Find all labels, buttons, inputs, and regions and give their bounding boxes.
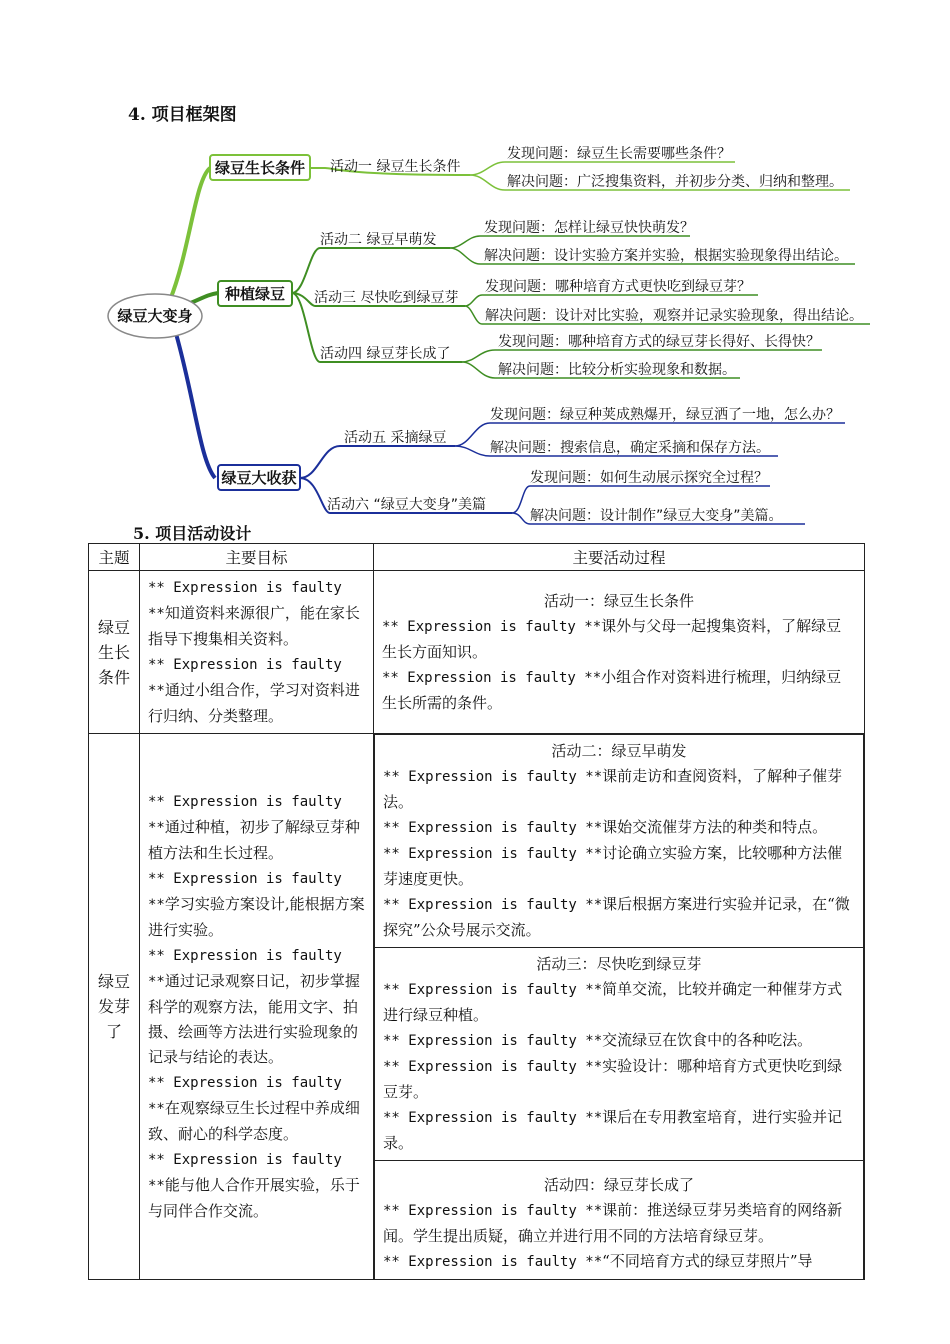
section-4-title: 4. 项目框架图 bbox=[128, 105, 237, 125]
leaf-a6-problem: 发现问题：如何生动展示探究全过程？ bbox=[530, 470, 768, 486]
leaf-a5-problem: 发现问题：绿豆种荚成熟爆开，绿豆洒了一地，怎么办？ bbox=[490, 407, 840, 423]
goal-cell: ** Expression is faulty **通过种植，初步了解绿豆芽种植方法和生长过程。 ** Expression is faulty **学习实验方案设计,能根据方案进行实验。 ** Expression is faulty **通过记录观察日记，初步掌握科学的观察方法，能用文字、拍摄、绘画等方法进行实验现象的记录与结论的表达。 ** Expression is faulty **在观察绿豆生长过程中养成细致、耐心的科学态度。 ** Expression is faulty **能与他人合作开展实验，乐于与同伴合作交流。 bbox=[140, 734, 374, 1280]
leaf-a2-problem: 发现问题：怎样让绿豆快快萌发？ bbox=[484, 220, 694, 236]
branch-label-3: 绿豆大收获 bbox=[221, 469, 297, 487]
activity-block: 活动四：绿豆芽长成了 ** Expression is faulty **课前：推送绿豆芽另类培育的网络新闻。学生提出质疑，确立并进行用不同的方法培育绿豆芽。 ** Expression is faulty **“不同培育方式的绿豆芽照片”导 bbox=[375, 1161, 864, 1280]
leaf-a1-problem: 发现问题：绿豆生长需要哪些条件？ bbox=[507, 146, 731, 162]
process-cell bbox=[374, 734, 865, 1280]
goal-cell: ** Expression is faulty **知道资料来源很广，能在家长指导下搜集相关资料。 ** Expression is faulty **通过小组合作，学习对资料进行归纳、分类整理。 bbox=[140, 571, 374, 734]
activity-title: 活动一：绿豆生长条件 bbox=[543, 591, 694, 610]
activity-block: 活动三：尽快吃到绿豆芽 ** Expression is faulty **简单交流，比较并确定一种催芽方式进行绿豆种植。 ** Expression is faulty **交流绿豆在饮食中的各种吃法。 ** Expression is faulty **实验设计：哪种培育方式更快吃到绿豆芽。 ** Expression is faulty **课后在专用教室培育，进行实验并记录。 bbox=[375, 948, 864, 1161]
header-theme: 主题 bbox=[89, 544, 140, 571]
leaf-a4-solution: 解决问题：比较分析实验现象和数据。 bbox=[498, 362, 736, 378]
leaf-a3-problem: 发现问题：哪种培育方式更快吃到绿豆芽？ bbox=[485, 279, 751, 295]
branch-label-2: 种植绿豆 bbox=[224, 285, 286, 303]
activity-title: 活动二：绿豆早萌发 bbox=[551, 742, 687, 760]
table-row bbox=[89, 734, 865, 1280]
activity-title: 活动三：尽快吃到绿豆芽 bbox=[536, 955, 702, 973]
theme-cell: 绿豆生长条件 bbox=[89, 571, 140, 734]
header-process: 主要活动过程 bbox=[374, 544, 865, 571]
leaf-a1-solution: 解决问题：广泛搜集资料，并初步分类、归纳和整理。 bbox=[507, 174, 843, 190]
activity-block: 活动二：绿豆早萌发 ** Expression is faulty **课前走访和查阅资料，了解种子催芽法。 ** Expression is faulty **课始交流催芽方法的种类和特点。 ** Expression is faulty **讨论确立实验方案，比较哪种方法催芽速度更快。 ** Expression is faulty **课后根据方案进行实验并记录，在“微探究”公众号展示交流。 bbox=[375, 735, 864, 948]
table-row bbox=[89, 571, 865, 734]
theme-cell: 绿豆发芽了 bbox=[89, 734, 140, 1280]
mind-map bbox=[0, 0, 950, 530]
leaf-a6-solution: 解决问题：设计制作”绿豆大变身”美篇。 bbox=[530, 508, 783, 524]
activity-6-label: 活动六 “绿豆大变身”美篇 bbox=[327, 497, 486, 513]
table-header-row bbox=[89, 544, 865, 571]
leaf-a2-solution: 解决问题：设计实验方案并实验，根据实验现象得出结论。 bbox=[484, 248, 848, 264]
activity-3-label: 活动三 尽快吃到绿豆芽 bbox=[314, 290, 459, 306]
activity-4-label: 活动四 绿豆芽长成了 bbox=[320, 346, 451, 362]
section-5-title: 5. 项目活动设计 bbox=[133, 524, 252, 543]
root-label: 绿豆大变身 bbox=[117, 307, 193, 325]
leaf-a4-problem: 发现问题：哪种培育方式的绿豆芽长得好、长得快？ bbox=[498, 334, 820, 350]
activity-5-label: 活动五 采摘绿豆 bbox=[344, 430, 447, 446]
process-cell: 活动一：绿豆生长条件 ** Expression is faulty **课外与父母一起搜集资料，了解绿豆生长方面知识。 ** Expression is faulty **小组合作对资料进行梳理，归纳绿豆生长所需的条件。 bbox=[374, 571, 865, 734]
header-goal: 主要目标 bbox=[140, 544, 374, 571]
leaf-a3-solution: 解决问题：设计对比实验，观察并记录实验现象，得出结论。 bbox=[485, 308, 863, 324]
branch-label-1: 绿豆生长条件 bbox=[214, 159, 306, 177]
activity-1-label: 活动一 绿豆生长条件 bbox=[330, 159, 461, 175]
leaf-a5-solution: 解决问题：搜索信息，确定采摘和保存方法。 bbox=[490, 440, 770, 456]
activity-2-label: 活动二 绿豆早萌发 bbox=[320, 232, 437, 248]
activity-title: 活动四：绿豆芽长成了 bbox=[543, 1176, 694, 1194]
activity-design-table bbox=[88, 543, 865, 1280]
